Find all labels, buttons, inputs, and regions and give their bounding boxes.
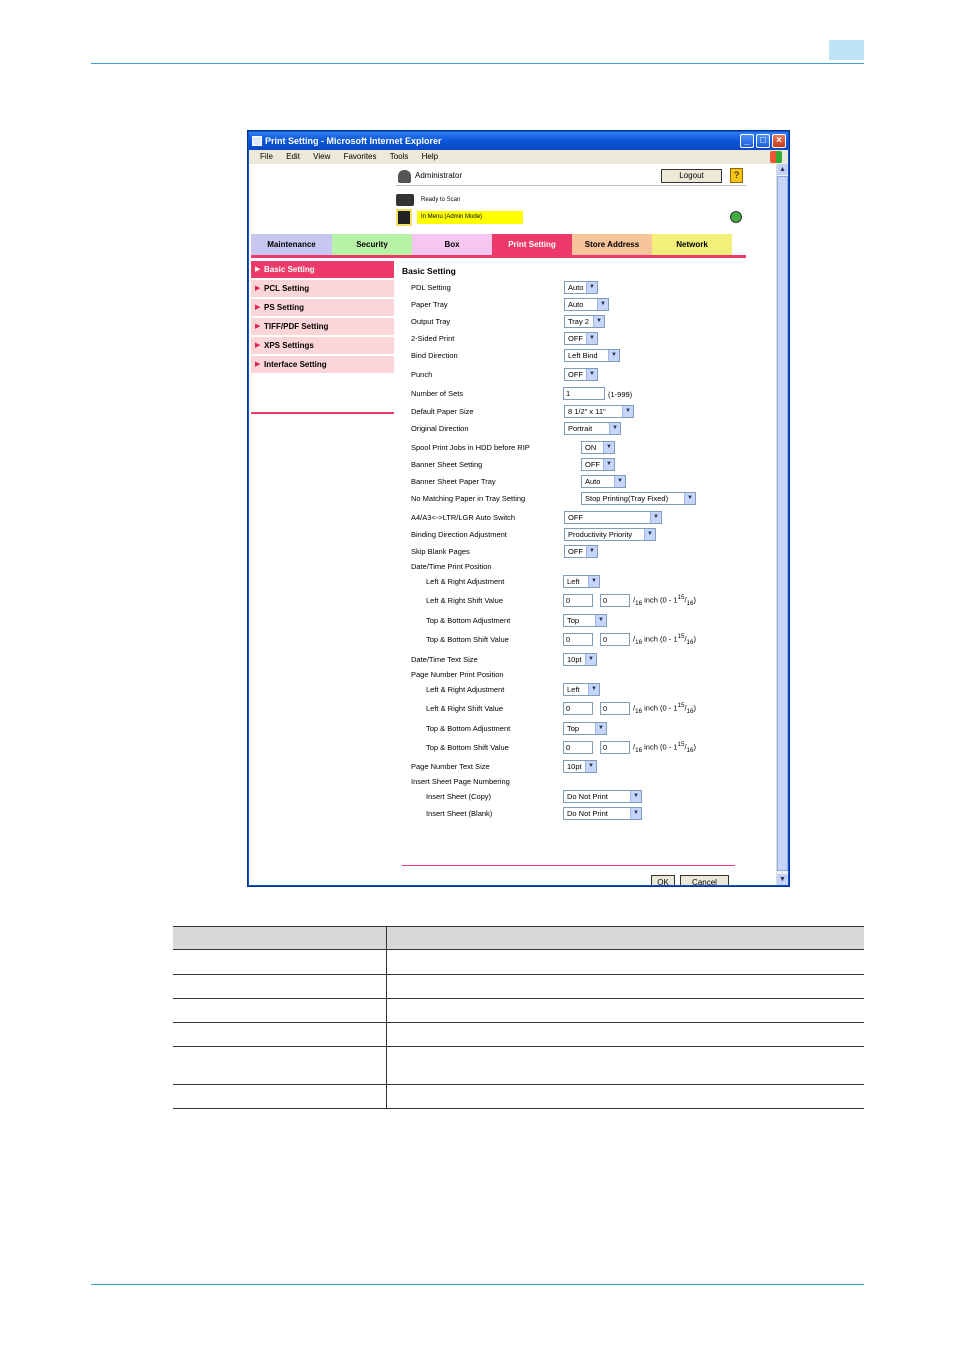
date-lr-adjust-select[interactable] xyxy=(563,575,600,588)
chevron-down-icon: ▼ xyxy=(595,615,606,626)
arrow-icon: ▶ xyxy=(255,266,261,273)
insert-blank-label: Insert Sheet (Blank) xyxy=(426,809,493,818)
table-row xyxy=(173,999,864,1023)
date-lr-shift-fraction-input[interactable]: 0 xyxy=(600,594,630,607)
two-sided-select[interactable] xyxy=(564,332,598,345)
date-lr-shift-unit: $/_{16}$ inch $(0 - 1^{15}/_{16})$ xyxy=(633,594,696,607)
insert-copy-select[interactable] xyxy=(563,790,642,803)
page-lr-shift-whole-input[interactable]: 0 xyxy=(563,702,593,715)
user-label: Administrator xyxy=(415,171,463,180)
cancel-button[interactable]: Cancel xyxy=(680,875,729,885)
chevron-down-icon: ▼ xyxy=(630,791,641,802)
arrow-icon: ▶ xyxy=(255,304,261,311)
table-row xyxy=(173,1047,864,1085)
close-icon[interactable]: × xyxy=(772,134,786,148)
date-text-size-label: Date/Time Text Size xyxy=(411,655,478,664)
binding-adjust-value: Productivity Priority xyxy=(568,530,633,539)
page-top-rule xyxy=(91,63,864,64)
section-title: Basic Setting xyxy=(402,266,456,276)
default-paper-size-value: 8 1/2" x 11" xyxy=(568,407,606,416)
bind-direction-value: Left Bind xyxy=(568,351,598,360)
menu-view[interactable]: View xyxy=(313,152,331,161)
arrow-icon: ▶ xyxy=(255,323,261,330)
insert-copy-label: Insert Sheet (Copy) xyxy=(426,792,492,801)
help-icon[interactable]: ? xyxy=(730,168,743,183)
tab-print-setting[interactable]: Print Setting xyxy=(492,234,572,255)
page-lr-adjust-label: Left & Right Adjustment xyxy=(426,685,505,694)
page-lr-shift-label: Left & Right Shift Value xyxy=(426,704,503,713)
banner-sheet-select[interactable] xyxy=(581,458,615,471)
sidebar-bottom-rule xyxy=(251,412,394,414)
header-divider xyxy=(396,185,746,186)
chevron-down-icon: ▼ xyxy=(586,546,597,557)
chevron-down-icon: ▼ xyxy=(586,333,597,344)
date-lr-shift-label: Left & Right Shift Value xyxy=(426,596,503,605)
sidebar-item-label: XPS Settings xyxy=(264,341,314,350)
banner-sheet-value: OFF xyxy=(585,460,600,469)
bind-direction-label: Bind Direction xyxy=(411,351,458,360)
page-lr-adjust-select[interactable] xyxy=(563,683,600,696)
chevron-down-icon: ▼ xyxy=(593,316,604,327)
date-tb-shift-fraction-input[interactable]: 0 xyxy=(600,633,630,646)
chevron-down-icon: ▼ xyxy=(586,282,597,293)
auto-switch-value: OFF xyxy=(568,513,583,522)
page-corner-tab xyxy=(829,40,864,60)
banner-tray-value: Auto xyxy=(585,477,601,486)
auto-switch-select[interactable] xyxy=(564,511,662,524)
chevron-down-icon: ▼ xyxy=(644,529,655,540)
date-text-size-value: 10pt xyxy=(567,655,582,664)
spool-value: ON xyxy=(585,443,597,452)
skip-blank-value: OFF xyxy=(568,547,583,556)
auto-switch-label: A4/A3<->LTR/LGR Auto Switch xyxy=(411,513,516,522)
paper-tray-select[interactable] xyxy=(564,298,609,311)
refresh-icon[interactable] xyxy=(730,211,742,223)
sidebar-item-basic-setting[interactable] xyxy=(251,261,394,279)
table-row xyxy=(173,1085,864,1109)
menu-edit[interactable]: Edit xyxy=(286,152,300,161)
chevron-down-icon: ▼ xyxy=(622,406,633,417)
banner-tray-label: Banner Sheet Paper Tray xyxy=(411,477,496,486)
tab-underline xyxy=(251,255,746,258)
pdl-setting-label: PDL Setting xyxy=(411,283,451,292)
page-text-size-select[interactable] xyxy=(563,760,597,773)
page-content xyxy=(249,164,788,885)
punch-value: OFF xyxy=(568,370,583,379)
original-direction-select[interactable] xyxy=(564,422,621,435)
chevron-down-icon: ▼ xyxy=(595,723,606,734)
chevron-down-icon: ▼ xyxy=(585,761,596,772)
page-tb-adjust-label: Top & Bottom Adjustment xyxy=(426,724,511,733)
menu-bar xyxy=(249,150,788,164)
pdl-setting-select[interactable] xyxy=(564,281,598,294)
date-text-size-select[interactable] xyxy=(563,653,597,666)
printer-icon xyxy=(396,209,412,226)
sidebar-item-label: PCL Setting xyxy=(264,284,310,293)
output-tray-value: Tray 2 xyxy=(568,317,589,326)
original-direction-label: Original Direction xyxy=(411,424,469,433)
number-of-sets-range: (1-999) xyxy=(608,390,633,399)
sidebar-item-label: TIFF/PDF Setting xyxy=(264,322,329,331)
sidebar-item-interface-setting[interactable] xyxy=(251,356,394,374)
output-tray-select[interactable] xyxy=(564,315,605,328)
original-direction-value: Portrait xyxy=(568,424,593,433)
ie-page-icon xyxy=(252,136,262,146)
binding-adjust-select[interactable] xyxy=(564,528,656,541)
default-paper-size-select[interactable] xyxy=(564,405,634,418)
chevron-down-icon: ▼ xyxy=(588,684,599,695)
tab-box[interactable]: Box xyxy=(412,234,492,255)
date-position-label: Date/Time Print Position xyxy=(411,562,492,571)
chevron-down-icon: ▼ xyxy=(597,299,608,310)
page-tb-shift-whole-input[interactable]: 0 xyxy=(563,741,593,754)
chevron-down-icon: ▼ xyxy=(684,493,695,504)
spool-select[interactable] xyxy=(581,441,615,454)
chevron-down-icon: ▼ xyxy=(586,369,597,380)
date-lr-adjust-value: Left xyxy=(567,577,580,586)
date-tb-adjust-value: Top xyxy=(567,616,580,625)
menu-help[interactable]: Help xyxy=(421,152,439,161)
chevron-down-icon: ▼ xyxy=(630,808,641,819)
tab-security[interactable]: Security xyxy=(332,234,412,255)
date-lr-adjust-label: Left & Right Adjustment xyxy=(426,577,505,586)
no-matching-value: Stop Printing(Tray Fixed) xyxy=(585,494,669,503)
table-header-row xyxy=(173,926,864,950)
chevron-down-icon: ▼ xyxy=(603,459,614,470)
insert-copy-value: Do Not Print xyxy=(567,792,608,801)
sidebar-item-label: PS Setting xyxy=(264,303,305,312)
chevron-down-icon: ▼ xyxy=(608,350,619,361)
paper-tray-label: Paper Tray xyxy=(411,300,448,309)
menu-file[interactable]: File xyxy=(260,152,273,161)
binding-adjust-label: Binding Direction Adjustment xyxy=(411,530,507,539)
scroll-thumb[interactable] xyxy=(777,176,788,871)
page-lr-adjust-value: Left xyxy=(567,685,580,694)
table-row xyxy=(173,975,864,999)
spool-label: Spool Print Jobs in HDD before RIP xyxy=(411,443,530,452)
sidebar-item-xps-settings[interactable] xyxy=(251,337,394,355)
vertical-scrollbar[interactable] xyxy=(776,164,788,885)
chevron-down-icon: ▼ xyxy=(603,442,614,453)
insert-sheet-label: Insert Sheet Page Numbering xyxy=(411,777,510,786)
date-tb-adjust-label: Top & Bottom Adjustment xyxy=(426,616,511,625)
arrow-icon: ▶ xyxy=(255,285,261,292)
sidebar-item-pcl-setting[interactable] xyxy=(251,280,394,298)
chevron-down-icon: ▼ xyxy=(588,576,599,587)
number-of-sets-label: Number of Sets xyxy=(411,389,464,398)
insert-blank-value: Do Not Print xyxy=(567,809,608,818)
page-tb-shift-label: Top & Bottom Shift Value xyxy=(426,743,509,752)
ok-button[interactable]: OK xyxy=(651,875,675,885)
status-mode: In Menu (Admin Mode) xyxy=(417,211,523,224)
date-tb-shift-unit: $/_{16}$ inch $(0 - 1^{15}/_{16})$ xyxy=(633,633,696,646)
menu-tools[interactable]: Tools xyxy=(389,152,409,161)
skip-blank-label: Skip Blank Pages xyxy=(411,547,470,556)
menu-favorites[interactable]: Favorites xyxy=(343,152,377,161)
window-titlebar xyxy=(249,132,788,150)
administrator-icon xyxy=(398,170,411,183)
page-bottom-rule xyxy=(91,1284,864,1285)
banner-tray-select[interactable] xyxy=(581,475,626,488)
date-tb-shift-whole-input[interactable]: 0 xyxy=(563,633,593,646)
page-tb-shift-unit: $/_{16}$ inch $(0 - 1^{15}/_{16})$ xyxy=(633,741,696,754)
date-tb-adjust-select[interactable] xyxy=(563,614,607,627)
two-sided-label: 2-Sided Print xyxy=(411,334,455,343)
scanner-icon xyxy=(396,194,414,206)
window-title: Print Setting - Microsoft Internet Explorer xyxy=(265,136,442,146)
page-position-label: Page Number Print Position xyxy=(411,670,504,679)
chevron-down-icon: ▼ xyxy=(585,654,596,665)
page-text-size-label: Page Number Text Size xyxy=(411,762,490,771)
chevron-down-icon: ▼ xyxy=(609,423,620,434)
pdl-setting-value: Auto xyxy=(568,283,584,292)
no-matching-select[interactable] xyxy=(581,492,696,505)
page-lr-shift-unit: $/_{16}$ inch $(0 - 1^{15}/_{16})$ xyxy=(633,702,696,715)
bind-direction-select[interactable] xyxy=(564,349,620,362)
tab-store-address[interactable]: Store Address xyxy=(572,234,652,255)
arrow-icon: ▶ xyxy=(255,361,261,368)
table-row xyxy=(173,1023,864,1047)
sidebar-item-label: Basic Setting xyxy=(264,265,315,274)
insert-blank-select[interactable] xyxy=(563,807,642,820)
tab-maintenance[interactable]: Maintenance xyxy=(251,234,332,255)
scroll-up-icon[interactable]: ▲ xyxy=(777,164,788,175)
page-tb-shift-fraction-input[interactable]: 0 xyxy=(600,741,630,754)
arrow-icon: ▶ xyxy=(255,342,261,349)
paper-tray-value: Auto xyxy=(568,300,584,309)
output-tray-label: Output Tray xyxy=(411,317,451,326)
logout-button[interactable]: Logout xyxy=(661,169,722,183)
punch-label: Punch xyxy=(411,370,433,379)
page-lr-shift-fraction-input[interactable]: 0 xyxy=(600,702,630,715)
chevron-down-icon: ▼ xyxy=(650,512,661,523)
sidebar-item-label: Interface Setting xyxy=(264,360,327,369)
skip-blank-select[interactable] xyxy=(564,545,598,558)
minimize-icon[interactable]: _ xyxy=(740,134,754,148)
status-ready: Ready to Scan xyxy=(421,197,461,203)
browser-window xyxy=(247,130,790,887)
date-tb-shift-label: Top & Bottom Shift Value xyxy=(426,635,509,644)
default-paper-size-label: Default Paper Size xyxy=(411,407,474,416)
tab-network[interactable]: Network xyxy=(652,234,732,255)
two-sided-value: OFF xyxy=(568,334,583,343)
banner-sheet-label: Banner Sheet Setting xyxy=(411,460,483,469)
table-column-divider xyxy=(386,926,387,1109)
maximize-icon[interactable]: □ xyxy=(756,134,770,148)
page-tb-adjust-select[interactable] xyxy=(563,722,607,735)
page-text-size-value: 10pt xyxy=(567,762,582,771)
number-of-sets-input[interactable]: 1 xyxy=(563,387,605,400)
no-matching-label: No Matching Paper in Tray Setting xyxy=(411,494,526,503)
punch-select[interactable] xyxy=(564,368,598,381)
scroll-down-icon[interactable]: ▼ xyxy=(777,874,788,885)
chevron-down-icon: ▼ xyxy=(614,476,625,487)
table-row xyxy=(173,950,864,975)
page-tb-adjust-value: Top xyxy=(567,724,580,733)
sidebar-item-tiff-pdf-setting[interactable] xyxy=(251,318,394,336)
windows-logo-icon xyxy=(770,151,782,163)
sidebar-item-ps-setting[interactable] xyxy=(251,299,394,317)
date-lr-shift-whole-input[interactable]: 0 xyxy=(563,594,593,607)
form-bottom-rule xyxy=(402,865,735,866)
